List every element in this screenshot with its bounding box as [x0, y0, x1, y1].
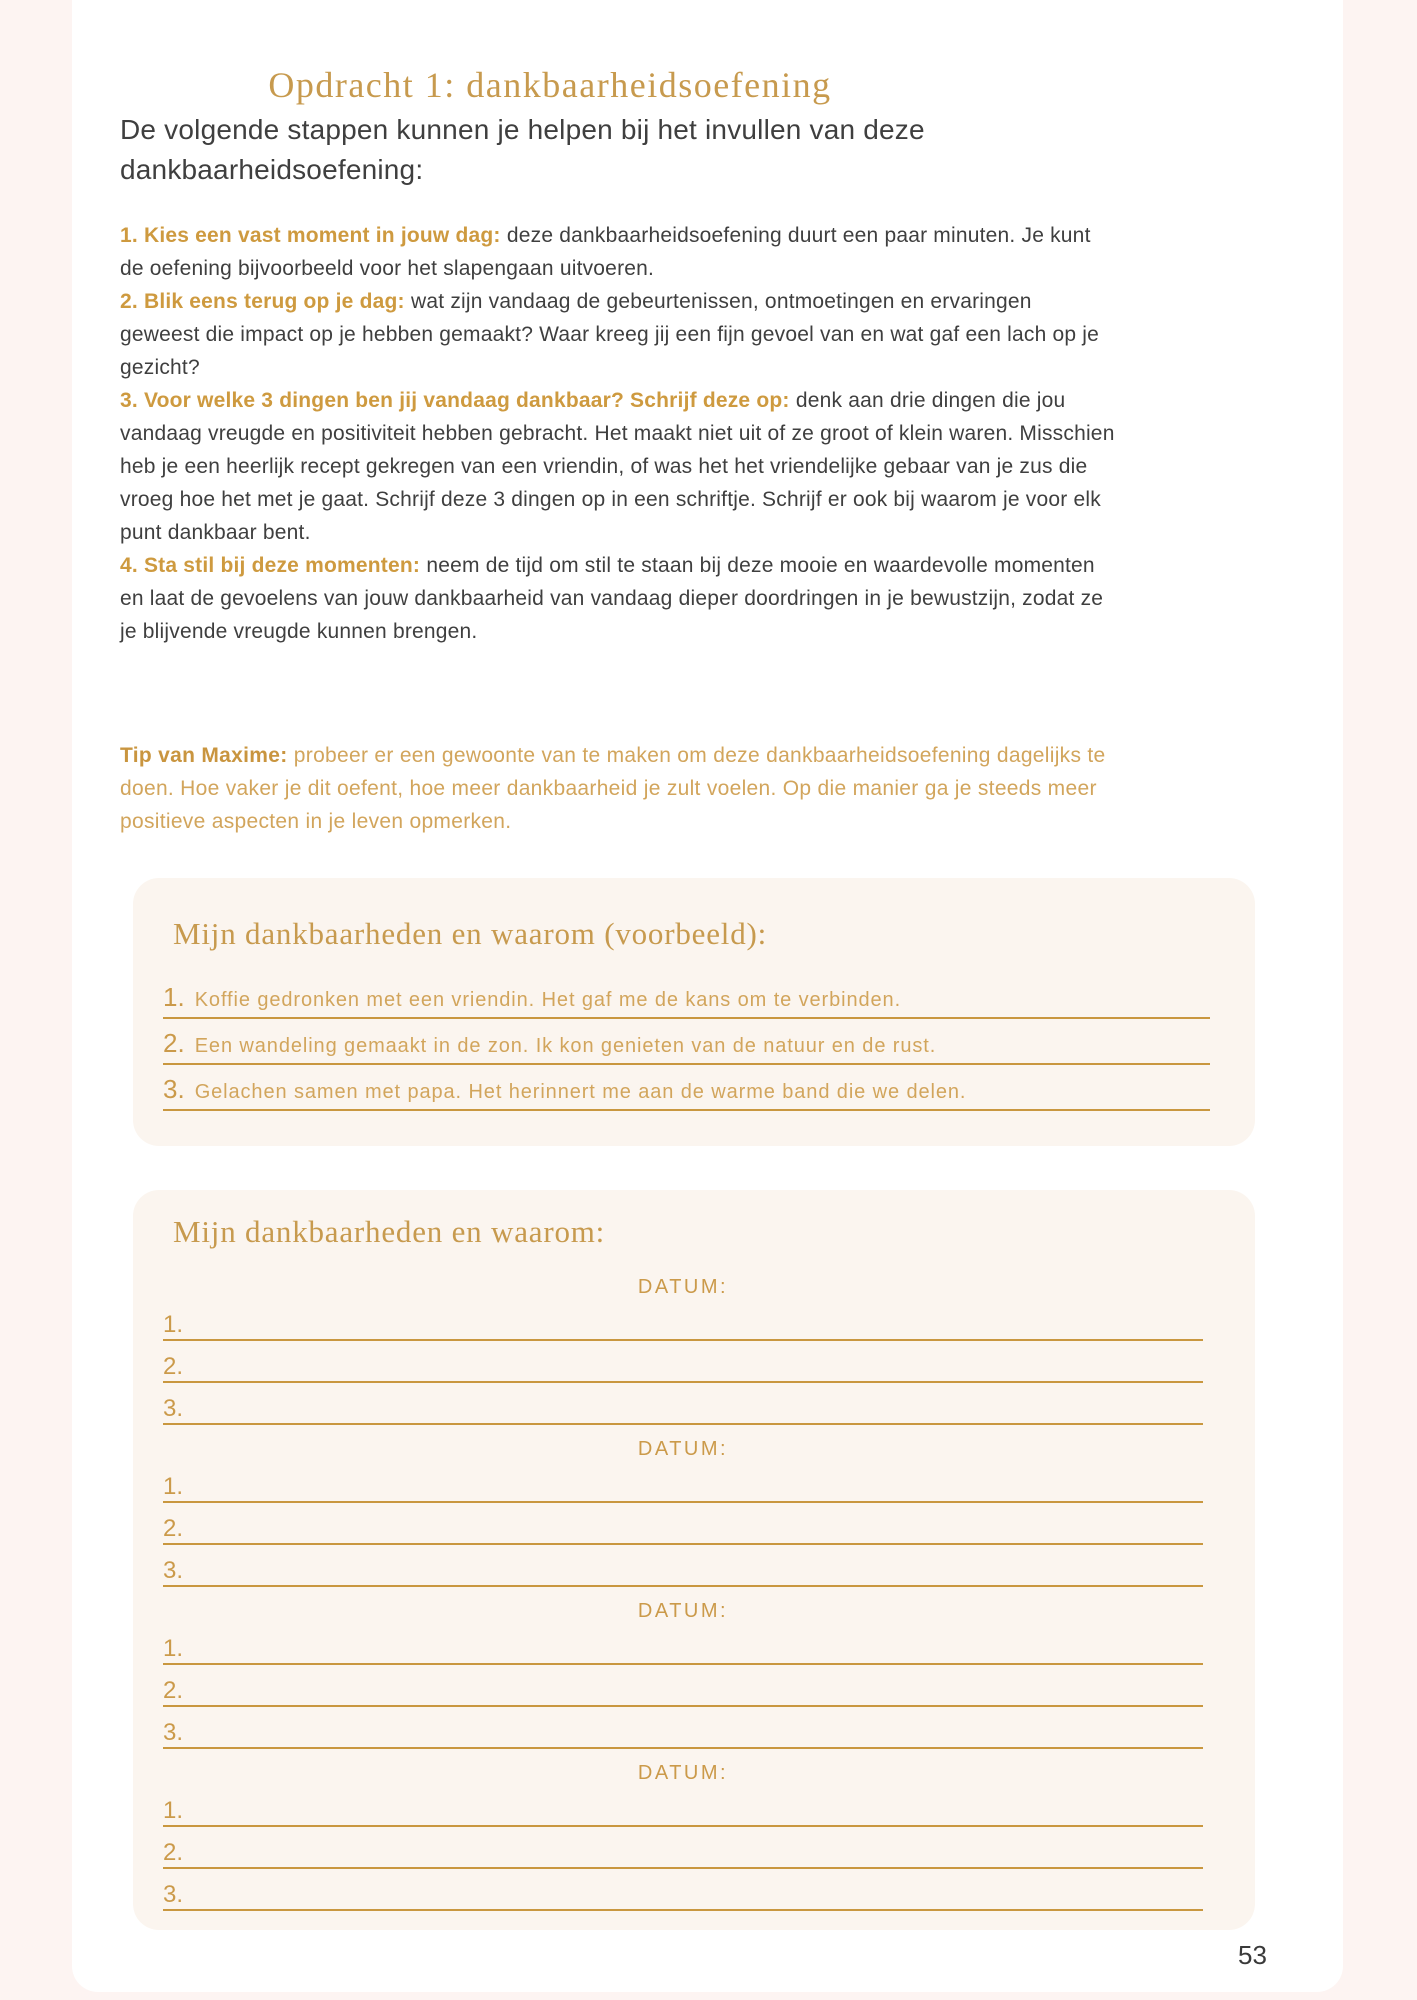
entry-row — [163, 1871, 1203, 1911]
date-label[interactable]: DATUM: — [637, 1600, 729, 1622]
entry-number: 3. — [163, 1881, 184, 1908]
entry-number: 2. — [163, 1353, 184, 1380]
form-box-heading: Mijn dankbaarheden en waarom: — [173, 1214, 606, 1249]
step-text: deze dankbaarheidsoefening duurt een paar minuten. Je kunt de oefening bijvoorbeeld voor het slapengaan uitvoeren. — [120, 224, 1091, 280]
entry-row — [163, 1625, 1203, 1665]
entry-row — [163, 1301, 1203, 1341]
entry-number: 2. — [163, 1515, 184, 1542]
entry-line[interactable] — [183, 1301, 1203, 1339]
tip-lead: Tip van Maxime: — [120, 744, 288, 767]
entry-number: 2. — [163, 1839, 184, 1866]
example-box — [133, 878, 1255, 1146]
example-item — [163, 982, 1210, 1019]
step-item — [120, 286, 1115, 385]
entry-number: 1. — [163, 1797, 184, 1824]
form-section — [163, 1438, 1215, 1587]
page-title: Opdracht 1: dankbaarheidsoefening — [268, 65, 832, 105]
entry-line[interactable] — [183, 1343, 1203, 1381]
entry-row — [163, 1343, 1203, 1383]
entry-number: 2. — [163, 1677, 184, 1704]
step-item — [120, 385, 1115, 550]
step-item — [120, 550, 1115, 649]
step-lead: 2. Blik eens terug op je dag: — [120, 289, 405, 313]
form-section — [163, 1276, 1215, 1425]
entry-line[interactable] — [183, 1871, 1203, 1909]
example-item-text: Gelachen samen met papa. Het herinnert me aan de warme band die we delen. — [194, 1081, 967, 1103]
example-box-heading: Mijn dankbaarheden en waarom (voorbeeld): — [173, 916, 768, 951]
example-item-text: Een wandeling gemaakt in de zon. Ik kon genieten van de natuur en de rust. — [194, 1035, 937, 1057]
entry-number: 1. — [163, 1635, 184, 1662]
entry-number: 3. — [163, 1557, 184, 1584]
entry-line[interactable] — [183, 1667, 1203, 1705]
example-list — [163, 982, 1215, 1111]
entry-line[interactable] — [183, 1829, 1203, 1867]
entry-line[interactable] — [183, 1385, 1203, 1423]
entry-row — [163, 1385, 1203, 1425]
page-number: 53 — [1238, 1940, 1267, 1970]
step-text: denk aan drie dingen die jou vandaag vreugde en positiviteit hebben gebracht. Het maakt niet uit of ze groot of klein waren. Misschien heb je een heerlijk recept gekregen van een vriendin, of was het het vriendelijke gebaar van je zus die vroeg hoe het met je gaat. Schrijf deze 3 dingen op in een schriftje. Schrijf er ook bij waarom je voor elk punt dankbaar bent. — [120, 388, 1115, 544]
entry-line[interactable] — [183, 1463, 1203, 1501]
entry-line[interactable] — [183, 1625, 1203, 1663]
entry-row — [163, 1709, 1203, 1749]
entry-row — [163, 1547, 1203, 1587]
example-item — [163, 1074, 1210, 1111]
form-section — [163, 1762, 1215, 1911]
step-text: wat zijn vandaag de gebeurtenissen, ontmoetingen en ervaringen geweest die impact op je hebben gemaakt? Waar kreeg jij een fijn gevoel van en wat gaf een lach op je gezicht? — [120, 289, 1100, 379]
entry-number: 1. — [163, 1473, 184, 1500]
gratitude-form-box — [133, 1190, 1255, 1930]
example-item-text: Koffie gedronken met een vriendin. Het gaf me de kans om te verbinden. — [194, 989, 902, 1011]
example-item-number: 2. — [163, 1028, 185, 1058]
entry-row — [163, 1787, 1203, 1827]
entry-row — [163, 1463, 1203, 1503]
date-label[interactable]: DATUM: — [637, 1438, 729, 1460]
date-label[interactable]: DATUM: — [637, 1276, 729, 1298]
example-item — [163, 1028, 1210, 1065]
example-item-number: 3. — [163, 1074, 185, 1104]
entry-line[interactable] — [183, 1505, 1203, 1543]
form-sections — [163, 1276, 1215, 1911]
entry-line[interactable] — [183, 1787, 1203, 1825]
intro-text: De volgende stappen kunnen je helpen bij het invullen van deze dankbaarheidsoefening: — [120, 114, 925, 185]
entry-row — [163, 1505, 1203, 1545]
entry-number: 1. — [163, 1311, 184, 1338]
tip-text: probeer er een gewoonte van te maken om deze dankbaarheidsoefening dagelijks te doen. Hoe vaker je dit oefent, hoe meer dankbaarheid je zult voelen. Op die manier ga je steeds meer positieve aspecten in je leven opmerken. — [120, 744, 1106, 833]
step-lead: 4. Sta stil bij deze momenten: — [120, 553, 421, 577]
form-section — [163, 1600, 1215, 1749]
tip-paragraph — [120, 740, 1120, 839]
entry-row — [163, 1829, 1203, 1869]
step-lead: 3. Voor welke 3 dingen ben jij vandaag dankbaar? Schrijf deze op: — [120, 388, 790, 412]
step-item — [120, 220, 1115, 286]
date-label[interactable]: DATUM: — [637, 1762, 729, 1784]
entry-line[interactable] — [183, 1547, 1203, 1585]
entry-number: 3. — [163, 1395, 184, 1422]
entry-line[interactable] — [183, 1709, 1203, 1747]
step-lead: 1. Kies een vast moment in jouw dag: — [120, 224, 501, 247]
step-text: neem de tijd om stil te staan bij deze mooie en waardevolle momenten en laat de gevoelens van jouw dankbaarheid van vandaag dieper doordringen in je bewustzijn, zodat ze je blijvende vreugde kunnen brengen. — [120, 553, 1104, 643]
example-item-number: 1. — [163, 982, 185, 1012]
entry-number: 3. — [163, 1719, 184, 1746]
entry-row — [163, 1667, 1203, 1707]
steps-list — [120, 220, 1115, 649]
